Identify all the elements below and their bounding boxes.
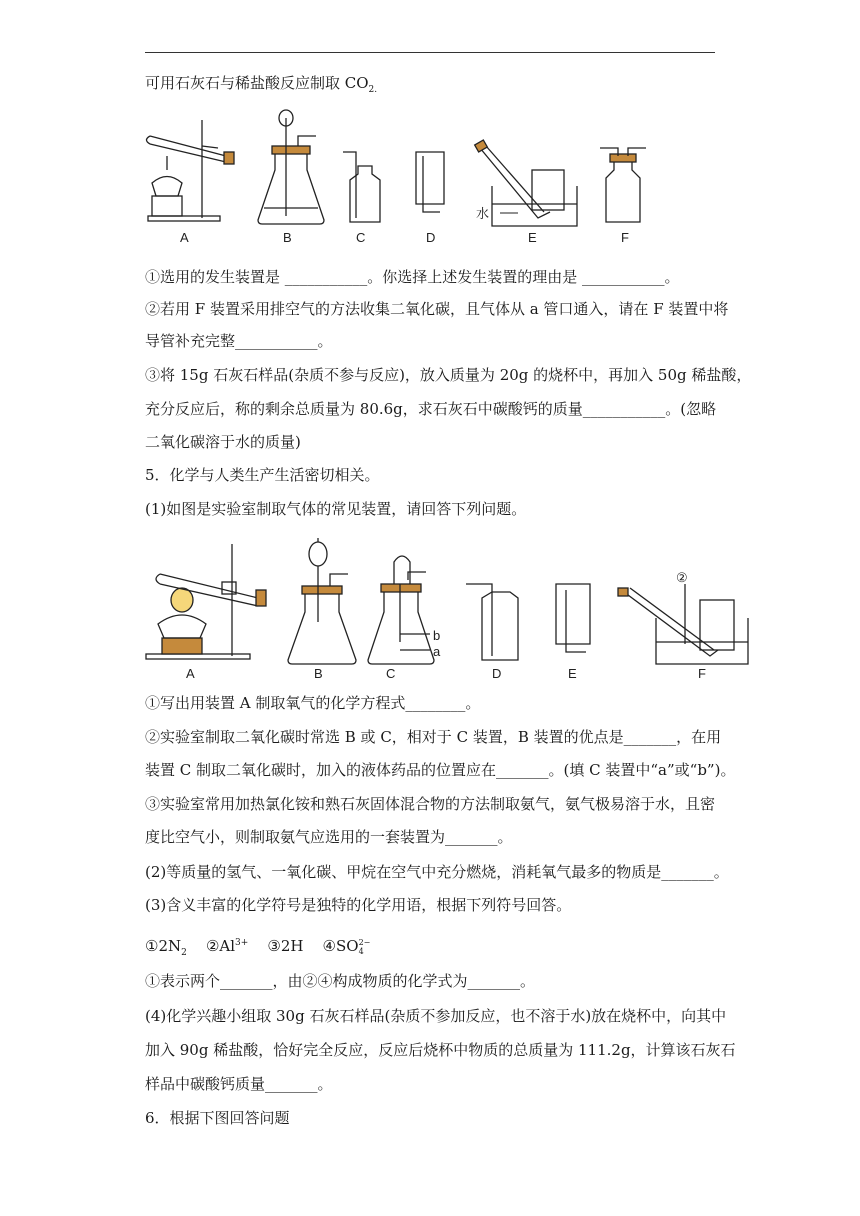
symbol-3: ③2H <box>267 937 304 955</box>
q5-title: 5．化学与人类生产生活密切相关。 <box>145 466 380 484</box>
q4-intro: 可用石灰石与稀盐酸反应制取 $CO_{2.}$ <box>145 74 378 95</box>
fig1-label-a: A <box>180 230 189 245</box>
q5-p4c: 样品中碳酸钙质量_______。 <box>145 1075 333 1093</box>
fig2-label-b: B <box>314 666 323 681</box>
q5-p2: (2)等质量的氢气、一氧化碳、甲烷在空气中充分燃烧，消耗氧气最多的物质是_______。 <box>145 863 729 881</box>
q5-l4: ③实验室常用加热氯化铵和熟石灰固体混合物的方法制取氨气，氨气极易溶于水，且密 <box>145 795 716 813</box>
q5-l2: ②实验室制取二氧化碳时常选 B 或 C，相对于 C 装置，B 装置的优点是_______，在用 <box>145 728 722 746</box>
q4-line1: ①选用的发生装置是 ___________。你选择上述发生装置的理由是 ___________。 <box>145 268 680 286</box>
symbol-2: $②Al^{3+}$ <box>205 937 249 955</box>
q4-line6: 二氧化碳溶于水的质量) <box>145 433 301 451</box>
fig1-label-d: D <box>426 230 436 245</box>
q5-p1: (1)如图是实验室制取气体的常见装置，请回答下列问题。 <box>145 500 527 518</box>
q5-l5: 度比空气小，则制取氨气应选用的一套装置为_______。 <box>145 828 513 846</box>
fig2-label-c: C <box>386 666 396 681</box>
q6-title: 6．根据下图回答问题 <box>145 1109 290 1127</box>
q5-apparatus-svg <box>140 532 752 682</box>
q5-l3: 装置 C 制取二氧化碳时，加入的液体药品的位置应在_______。(填 C 装置中“a”或“b”)。 <box>145 761 736 779</box>
q4-line2: ②若用 F 装置采用排空气的方法收集二氧化碳，且气体从 a 管口通入，请在 F 装置中将 <box>145 300 729 318</box>
water-label: 水 <box>476 206 490 221</box>
fig2-label-a: A <box>186 666 195 681</box>
q4-apparatus-svg <box>140 108 650 248</box>
q4-line3: 导管补充完整___________。 <box>145 332 333 350</box>
fig1-label-f: F <box>621 230 629 245</box>
fig2-label-d: D <box>492 666 502 681</box>
q5-l1: ①写出用装置 A 制取氧气的化学方程式________。 <box>145 694 481 712</box>
q4-line4: ③将 15g 石灰石样品(杂质不参与反应)，放入质量为 20g 的烧杯中，再加入 50g 稀盐酸， <box>145 366 752 384</box>
fig2-label-e: E <box>568 666 577 681</box>
symbol-1: $①2N_2$ <box>145 937 187 958</box>
fig1-label-b: B <box>283 230 292 245</box>
fig2-label-f: F <box>698 666 706 681</box>
fig2-label-b-small: b <box>433 628 441 643</box>
fig1-label-c: C <box>356 230 366 245</box>
q5-apparatus-figure <box>140 532 752 682</box>
q5-p3: (3)含义丰富的化学符号是独特的化学用语，根据下列符号回答。 <box>145 896 572 914</box>
q5-p4b: 加入 90g 稀盐酸，恰好完全反应，反应后烧杯中物质的总质量为 111.2g，计算该石灰石 <box>145 1041 736 1059</box>
fig2-circled-label: ② <box>676 570 688 585</box>
q5-p4a: (4)化学兴趣小组取 30g 石灰石样品(杂质不参加反应，也不溶于水)放在烧杯中，向其中 <box>145 1007 727 1025</box>
fig1-label-e: E <box>528 230 537 245</box>
q4-line5: 充分反应后，称的剩余总质量为 80.6g，求石灰石中碳酸钙的质量___________。(忽略 <box>145 400 717 418</box>
fig2-label-a-small: a <box>433 644 441 659</box>
symbol-4: ④SO2− 4 <box>322 937 371 956</box>
q5-symbols <box>145 932 370 964</box>
q5-l6: ①表示两个_______，由②④构成物质的化学式为_______。 <box>145 972 536 990</box>
header-rule <box>145 52 715 53</box>
q4-apparatus-figure <box>140 108 650 248</box>
